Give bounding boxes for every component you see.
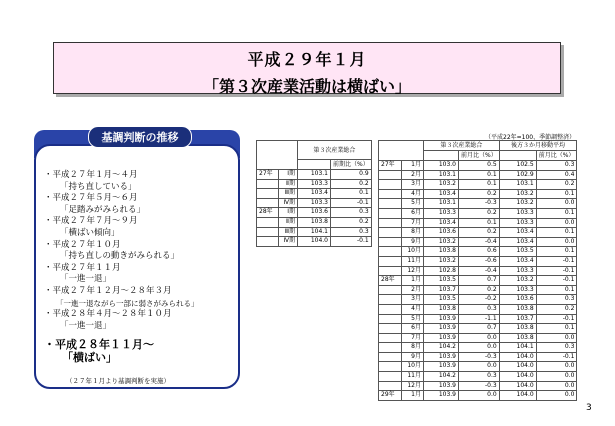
period-cell: Ⅱ期: [278, 179, 297, 189]
ma-cell: 102.5: [499, 161, 536, 171]
year-cell: 28年: [257, 208, 279, 218]
header-index: 第３次産業総合: [298, 141, 372, 160]
index-cell: 103.1: [298, 170, 331, 180]
month-cell: 10月: [401, 247, 424, 257]
index-cell: 103.4: [424, 189, 459, 199]
ma-cell: 103.4: [499, 256, 536, 266]
table-row: [379, 228, 577, 238]
ma-cell: 104.0: [499, 362, 536, 372]
table-row: [379, 391, 577, 401]
month-cell: 12月: [401, 381, 424, 391]
index-cell: 103.6: [298, 208, 331, 218]
ratio-cell: 0.3: [331, 227, 372, 237]
table-row: [257, 170, 372, 180]
ratio-cell: -0.1: [331, 198, 372, 208]
judgment-text: 「横ばい傾向」: [60, 227, 120, 238]
ma-ratio-cell: 0.4: [536, 170, 577, 180]
index-cell: 103.2: [424, 256, 459, 266]
ratio-cell: 0.2: [331, 217, 372, 227]
judgment-text: 「足踏みがみられる」: [60, 204, 146, 215]
ma-cell: 103.7: [499, 314, 536, 324]
header-moving-average: 後方３か月移動平均: [499, 141, 577, 151]
index-cell: 104.0: [298, 237, 331, 247]
ma-cell: 103.3: [499, 285, 536, 295]
table-row: [257, 208, 372, 218]
panel-note: （２７年１月より基調判断を実施）: [66, 377, 170, 385]
ma-ratio-cell: -0.1: [536, 256, 577, 266]
index-cell: 103.4: [424, 218, 459, 228]
table-row: [379, 170, 577, 180]
ma-ratio-cell: 0.0: [536, 237, 577, 247]
ma-cell: 103.2: [499, 199, 536, 209]
judgment-text: 「持ち直している」: [60, 181, 137, 192]
ma-cell: 103.2: [499, 189, 536, 199]
year-cell: [257, 189, 279, 199]
table-row: [379, 247, 577, 257]
judgment-list: [44, 170, 240, 364]
judgment-text: 「一進一退」: [60, 274, 112, 285]
year-cell: [257, 237, 279, 247]
index-cell: 103.9: [424, 333, 459, 343]
period-cell: Ⅰ期: [278, 170, 297, 180]
ratio-cell: -0.3: [459, 352, 500, 362]
ma-ratio-cell: 0.1: [536, 247, 577, 257]
period-cell: Ⅲ期: [278, 189, 297, 199]
table-row: [379, 324, 577, 334]
ratio-cell: 0.0: [459, 343, 500, 353]
period-cell: Ⅲ期: [278, 227, 297, 237]
ratio-cell: -0.6: [459, 256, 500, 266]
ma-cell: 104.0: [499, 352, 536, 362]
index-cell: 104.2: [424, 343, 459, 353]
index-cell: 103.3: [298, 198, 331, 208]
ratio-cell: -1.1: [459, 314, 500, 324]
ratio-cell: -0.1: [331, 237, 372, 247]
ratio-cell: 0.0: [459, 333, 500, 343]
index-cell: 103.9: [424, 324, 459, 334]
table-row: [257, 198, 372, 208]
ma-ratio-cell: 0.2: [536, 304, 577, 314]
page-number: 3: [586, 403, 592, 413]
year-cell: [379, 247, 402, 257]
index-cell: 103.8: [298, 217, 331, 227]
period-cell: Ⅳ期: [278, 198, 297, 208]
ma-ratio-cell: 0.0: [536, 218, 577, 228]
judgment-period: ・平成２８年４月～２８年１０月: [44, 309, 172, 320]
ratio-cell: 0.2: [459, 208, 500, 218]
table-row: [379, 295, 577, 305]
ma-ratio-cell: 0.0: [536, 391, 577, 401]
index-cell: 103.3: [298, 179, 331, 189]
year-cell: 29年: [379, 391, 402, 401]
month-cell: 2月: [401, 285, 424, 295]
index-cell: 103.9: [424, 314, 459, 324]
year-cell: [379, 304, 402, 314]
year-cell: [379, 352, 402, 362]
table-row: [379, 199, 577, 209]
month-cell: 2月: [401, 170, 424, 180]
judgment-period: ・平成２７年７月～９月: [44, 216, 138, 227]
index-cell: 103.9: [424, 362, 459, 372]
ratio-cell: -0.4: [459, 237, 500, 247]
ma-ratio-cell: 0.0: [536, 362, 577, 372]
table-row: [379, 180, 577, 190]
ratio-cell: 0.7: [459, 276, 500, 286]
table-row: [257, 179, 372, 189]
year-cell: [379, 228, 402, 238]
index-cell: 103.8: [424, 304, 459, 314]
year-cell: [379, 256, 402, 266]
judgment-period: ・平成２７年１月～４月: [44, 170, 138, 180]
table-row: [379, 285, 577, 295]
month-cell: 6月: [401, 324, 424, 334]
index-cell: 103.6: [424, 228, 459, 238]
table-row: [379, 372, 577, 382]
year-cell: [257, 198, 279, 208]
ma-ratio-cell: 0.0: [536, 199, 577, 209]
year-cell: [379, 189, 402, 199]
month-cell: 11月: [401, 256, 424, 266]
month-cell: 7月: [401, 333, 424, 343]
table-row: [257, 189, 372, 199]
ratio-cell: 0.1: [459, 180, 500, 190]
ma-ratio-cell: 0.0: [536, 372, 577, 382]
ratio-cell: 0.3: [331, 208, 372, 218]
ma-cell: 102.9: [499, 170, 536, 180]
panel-badge: 基調判断の推移: [88, 126, 192, 148]
table-row: [379, 256, 577, 266]
ratio-cell: -0.3: [459, 199, 500, 209]
table-row: [379, 208, 577, 218]
index-cell: 104.1: [298, 227, 331, 237]
table-row: [257, 237, 372, 247]
ratio-cell: -0.2: [459, 295, 500, 305]
index-cell: 103.2: [424, 237, 459, 247]
ratio-cell: 0.2: [459, 189, 500, 199]
year-cell: [379, 372, 402, 382]
ma-ratio-cell: 0.2: [536, 180, 577, 190]
judgment-text: 「一進一退」: [60, 320, 112, 331]
year-cell: [379, 343, 402, 353]
ma-ratio-cell: 0.1: [536, 324, 577, 334]
judgment-text: 「一進一退ながら一部に弱さがみられる」: [56, 298, 199, 308]
judgment-period: ・平成２７年５月～６月: [44, 193, 138, 204]
current-period: ・平成２８年１１月～: [44, 338, 154, 352]
month-cell: 6月: [401, 208, 424, 218]
current-judgment: 「横ばい」: [62, 351, 117, 365]
judgment-period: ・平成２７年１０月: [44, 239, 121, 250]
judgment-period: ・平成２７年１１月: [44, 262, 121, 273]
table-row: [379, 343, 577, 353]
index-cell: 103.4: [298, 189, 331, 199]
ratio-cell: 0.6: [459, 247, 500, 257]
year-cell: [379, 381, 402, 391]
ma-cell: 104.1: [499, 343, 536, 353]
table-row: [379, 333, 577, 343]
title-box: [53, 42, 561, 94]
month-cell: 9月: [401, 237, 424, 247]
ma-ratio-cell: 0.3: [536, 161, 577, 171]
ratio-cell: 0.5: [459, 161, 500, 171]
ma-cell: 103.5: [499, 247, 536, 257]
ma-ratio-cell: 0.1: [536, 208, 577, 218]
index-cell: 103.7: [424, 285, 459, 295]
month-cell: 12月: [401, 266, 424, 276]
header-blank: [257, 141, 298, 170]
table-row: [379, 266, 577, 276]
ma-cell: 103.1: [499, 180, 536, 190]
year-cell: [379, 314, 402, 324]
period-cell: Ⅱ期: [278, 217, 297, 227]
ma-ratio-cell: 0.1: [536, 189, 577, 199]
ma-ratio-cell: 0.3: [536, 295, 577, 305]
ma-cell: 103.4: [499, 237, 536, 247]
table-row: [379, 161, 577, 171]
year-cell: [379, 362, 402, 372]
ratio-cell: 0.2: [459, 228, 500, 238]
table-row: [379, 189, 577, 199]
header-ma-ratio: 前月比（%）: [536, 151, 577, 161]
ma-cell: 103.6: [499, 295, 536, 305]
ma-cell: 104.0: [499, 372, 536, 382]
year-cell: 28年: [379, 276, 402, 286]
table-row: [379, 218, 577, 228]
ma-ratio-cell: 0.3: [536, 343, 577, 353]
year-cell: 27年: [379, 161, 402, 171]
year-cell: [379, 285, 402, 295]
ma-cell: 103.8: [499, 304, 536, 314]
month-cell: 1月: [401, 391, 424, 401]
month-cell: 4月: [401, 304, 424, 314]
index-cell: 103.9: [424, 391, 459, 401]
year-cell: [257, 217, 279, 227]
ratio-cell: -0.4: [459, 266, 500, 276]
ratio-cell: 0.7: [459, 324, 500, 334]
ma-ratio-cell: -0.1: [536, 276, 577, 286]
ma-cell: 104.0: [499, 381, 536, 391]
table-row: [257, 217, 372, 227]
year-cell: 27年: [257, 170, 279, 180]
month-cell: 7月: [401, 218, 424, 228]
ma-cell: 103.3: [499, 218, 536, 228]
index-cell: 103.8: [424, 247, 459, 257]
month-cell: 1月: [401, 161, 424, 171]
header-blank: [379, 141, 424, 161]
table-row: [379, 304, 577, 314]
header-blank: [298, 160, 331, 170]
index-cell: 103.1: [424, 199, 459, 209]
ma-ratio-cell: -0.1: [536, 352, 577, 362]
title-line-2: 「第３次産業活動は横ばい」: [202, 77, 411, 96]
index-cell: 103.5: [424, 276, 459, 286]
ma-ratio-cell: -0.1: [536, 266, 577, 276]
judgment-text: 「持ち直しの動きがみられる」: [60, 251, 180, 262]
index-cell: 103.9: [424, 381, 459, 391]
ratio-cell: 0.9: [331, 170, 372, 180]
ratio-cell: 0.1: [331, 189, 372, 199]
ratio-cell: 0.2: [459, 285, 500, 295]
table-row: [379, 362, 577, 372]
year-cell: [379, 295, 402, 305]
header-blank: [424, 151, 459, 161]
index-cell: 104.2: [424, 372, 459, 382]
ma-ratio-cell: 0.1: [536, 228, 577, 238]
ratio-cell: 0.1: [459, 170, 500, 180]
table-row: [257, 227, 372, 237]
quarterly-table: [256, 140, 372, 247]
monthly-table: [378, 140, 577, 401]
ratio-cell: 0.3: [459, 304, 500, 314]
year-cell: [379, 237, 402, 247]
ratio-cell: 0.0: [459, 391, 500, 401]
index-cell: 102.8: [424, 266, 459, 276]
header-ratio: 前月比（%）: [459, 151, 500, 161]
year-cell: [379, 208, 402, 218]
ma-cell: 103.8: [499, 333, 536, 343]
title-line-1: 平成２９年１月: [247, 50, 367, 69]
ma-cell: 103.2: [499, 276, 536, 286]
ma-cell: 103.3: [499, 266, 536, 276]
ratio-cell: 0.2: [331, 179, 372, 189]
year-cell: [379, 324, 402, 334]
year-cell: [379, 266, 402, 276]
table-row: [379, 352, 577, 362]
month-cell: 8月: [401, 228, 424, 238]
ratio-cell: 0.1: [459, 218, 500, 228]
index-cell: 103.2: [424, 180, 459, 190]
year-cell: [257, 179, 279, 189]
ratio-cell: -0.3: [459, 381, 500, 391]
year-cell: [379, 199, 402, 209]
year-cell: [379, 180, 402, 190]
index-cell: 103.5: [424, 295, 459, 305]
index-cell: 103.0: [424, 161, 459, 171]
month-cell: 10月: [401, 362, 424, 372]
period-cell: Ⅰ期: [278, 208, 297, 218]
ma-cell: 103.8: [499, 324, 536, 334]
header-blank: [499, 151, 536, 161]
month-cell: 8月: [401, 343, 424, 353]
source-note: （平成22年=100、季節調整済）: [485, 134, 576, 141]
year-cell: [379, 170, 402, 180]
index-cell: 103.1: [424, 170, 459, 180]
header-ratio: 前期比（%）: [331, 160, 372, 170]
month-cell: 11月: [401, 372, 424, 382]
month-cell: 5月: [401, 199, 424, 209]
month-cell: 4月: [401, 189, 424, 199]
year-cell: [257, 227, 279, 237]
ratio-cell: 0.0: [459, 362, 500, 372]
ratio-cell: 0.3: [459, 372, 500, 382]
ma-ratio-cell: 0.0: [536, 333, 577, 343]
ma-cell: 103.4: [499, 228, 536, 238]
period-cell: Ⅳ期: [278, 237, 297, 247]
year-cell: [379, 218, 402, 228]
ma-ratio-cell: -0.1: [536, 314, 577, 324]
year-cell: [379, 333, 402, 343]
index-cell: 103.9: [424, 352, 459, 362]
month-cell: 3月: [401, 295, 424, 305]
header-index: 第３次産業総合: [424, 141, 500, 151]
table-row: [379, 276, 577, 286]
month-cell: 5月: [401, 314, 424, 324]
month-cell: 9月: [401, 352, 424, 362]
month-cell: 1月: [401, 276, 424, 286]
table-row: [379, 314, 577, 324]
ma-ratio-cell: 0.1: [536, 285, 577, 295]
ma-ratio-cell: 0.0: [536, 381, 577, 391]
index-cell: 103.3: [424, 208, 459, 218]
ma-cell: 104.0: [499, 391, 536, 401]
table-row: [379, 237, 577, 247]
table-row: [379, 381, 577, 391]
ma-cell: 103.3: [499, 208, 536, 218]
judgment-period: ・平成２７年１２月～２８年３月: [44, 285, 172, 296]
month-cell: 3月: [401, 180, 424, 190]
